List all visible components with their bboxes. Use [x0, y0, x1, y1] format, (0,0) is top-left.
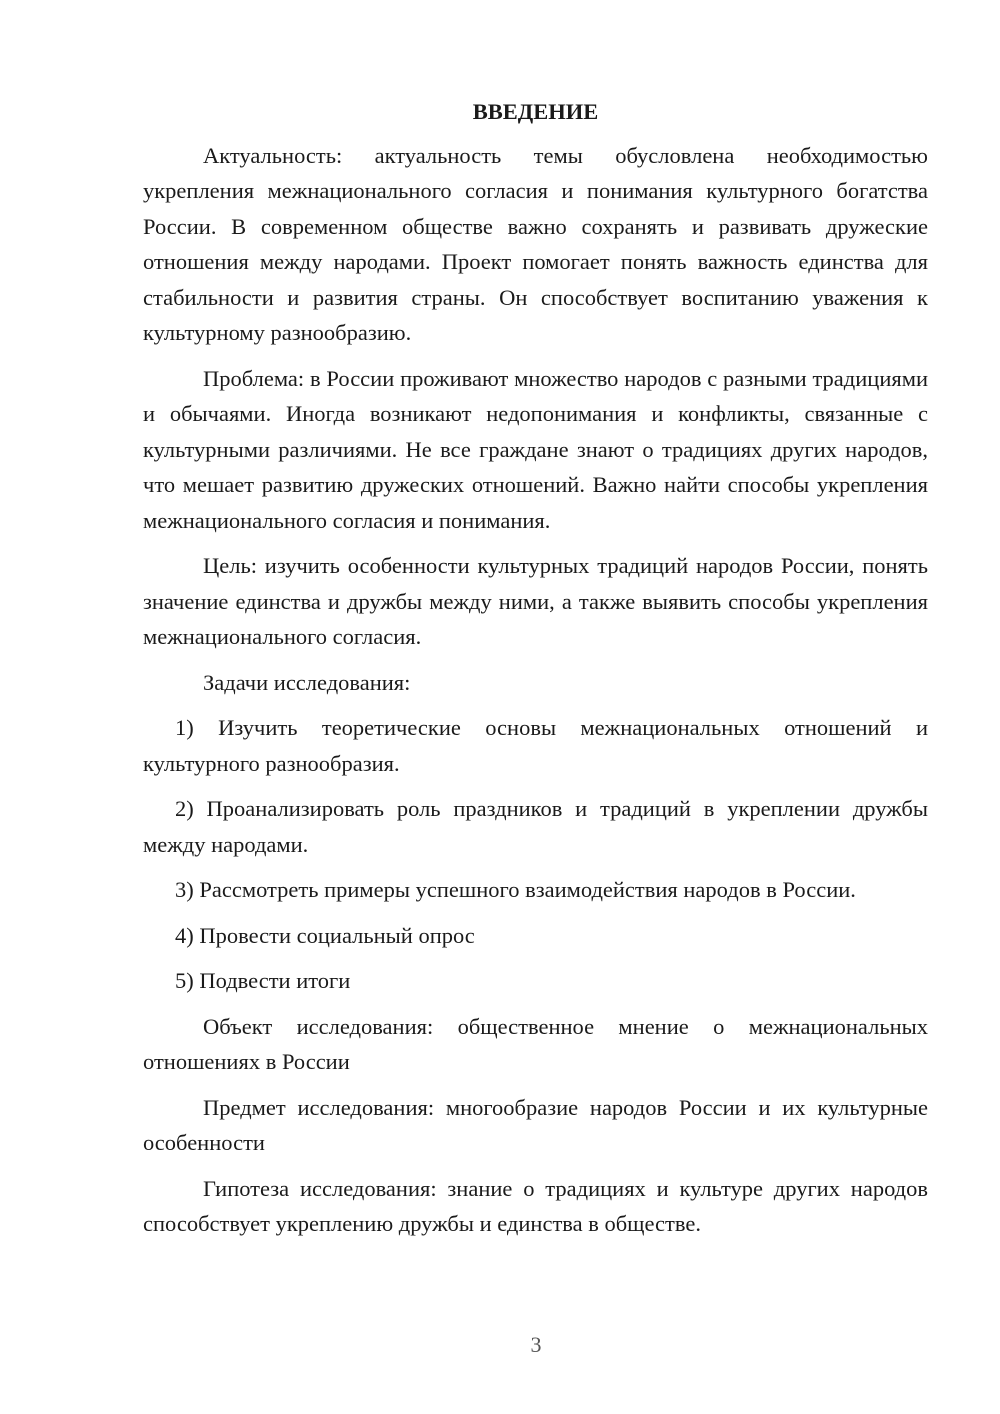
task-item-1: 1) Изучить теоретические основы межнациональных отношений и культурного разнообразия.	[143, 715, 928, 776]
paragraph-subject: Предмет исследования: многообразие народов России и их культурные особенности	[143, 1094, 928, 1155]
paragraph-goal: Цель: изучить особенности культурных традиций народов России, понять значение единства и дружбы между ними, а также выявить способы укрепления межнационального согласия.	[143, 553, 928, 649]
task-item-2: 2) Проанализировать роль праздников и традиций в укреплении дружбы между народами.	[143, 796, 928, 857]
task-item-4: 4) Провести социальный опрос	[175, 922, 475, 948]
paragraph-object: Объект исследования: общественное мнение о межнациональных отношениях в России	[143, 1013, 928, 1074]
paragraph-hypothesis: Гипотеза исследования: знание о традициях и культуре других народов способствует укреплению дружбы и единства в обществе.	[143, 1175, 928, 1236]
page-content	[143, 94, 928, 1252]
paragraph-problem: Проблема: в России проживают множество народов с разными традициями и обычаями. Иногда возникают недопонимания и конфликты, связанные с культурными различиями. Не все граждане знают о традициях других народов, что мешает развитию дружеских отношений. Важно найти способы укрепления межнационального согласия и понимания.	[143, 365, 928, 533]
section-title: ВВЕДЕНИЕ	[472, 99, 599, 124]
task-item-5: 5) Подвести итоги	[175, 968, 351, 993]
tasks-heading: Задачи исследования:	[203, 669, 411, 695]
task-item-3: 3) Рассмотреть примеры успешного взаимодействия народов в России.	[175, 877, 856, 902]
page-number: 3	[530, 1332, 542, 1357]
paragraph-relevance: Актуальность: актуальность темы обусловлена необходимостью укрепления межнационального согласия и понимания культурного богатства России. В современном обществе важно сохранять и развивать дружеские отношения между народами. Проект помогает понять важность единства для стабильности и развития страны. Он способствует воспитанию уважения к культурному разнообразию.	[143, 142, 928, 345]
